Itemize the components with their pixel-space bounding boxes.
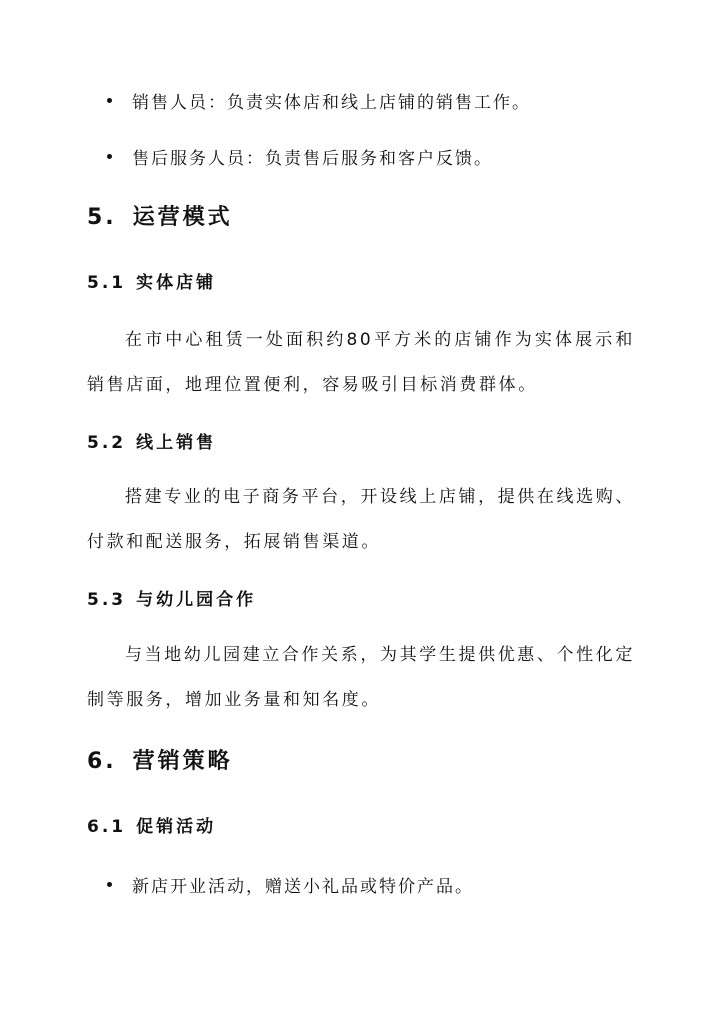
subsection-heading-5-2: [87, 428, 216, 453]
section-number: 5.: [87, 205, 117, 230]
bullet-dot-icon: [107, 98, 112, 103]
subsection-title: 实体店铺: [136, 273, 217, 293]
list-item: [107, 144, 493, 169]
list-item: [107, 872, 474, 897]
subsection-heading-6-1: [87, 812, 216, 837]
subsection-title: 促销活动: [136, 817, 217, 837]
subsection-title: 线上销售: [136, 433, 217, 453]
list-item-text: 销售人员：负责实体店和线上店铺的销售工作。: [132, 93, 531, 113]
paragraph-5-3: 与当地幼儿园建立合作关系，为其学生提供优惠、个性化定制等服务，增加业务量和知名度。: [87, 645, 635, 710]
list-item-text: 新店开业活动，赠送小礼品或特价产品。: [132, 877, 474, 897]
subsection-number: 5.2: [87, 433, 127, 453]
section-title: 营销策略: [132, 749, 233, 774]
bullet-dot-icon: [107, 882, 112, 887]
subsection-number: 5.1: [87, 273, 127, 293]
section-title: 运营模式: [132, 205, 233, 230]
list-item-text: 售后服务人员：负责售后服务和客户反馈。: [132, 149, 493, 169]
paragraph-5-1: 在市中心租赁一处面积约80平方米的店铺作为实体展示和销售店面，地理位置便利，容易吸引目标消费群体。: [87, 330, 635, 395]
subsection-heading-5-3: [87, 585, 256, 610]
section-heading-5: [87, 200, 233, 231]
section-heading-6: [87, 744, 233, 775]
bullet-dot-icon: [107, 154, 112, 159]
subsection-heading-5-1: [87, 268, 216, 293]
subsection-title: 与幼儿园合作: [136, 590, 257, 610]
list-item: [107, 88, 531, 113]
subsection-number: 5.3: [87, 590, 127, 610]
subsection-number: 6.1: [87, 817, 127, 837]
paragraph-5-2: 搭建专业的电子商务平台，开设线上店铺，提供在线选购、付款和配送服务，拓展销售渠道。: [87, 487, 635, 552]
section-number: 6.: [87, 749, 117, 774]
